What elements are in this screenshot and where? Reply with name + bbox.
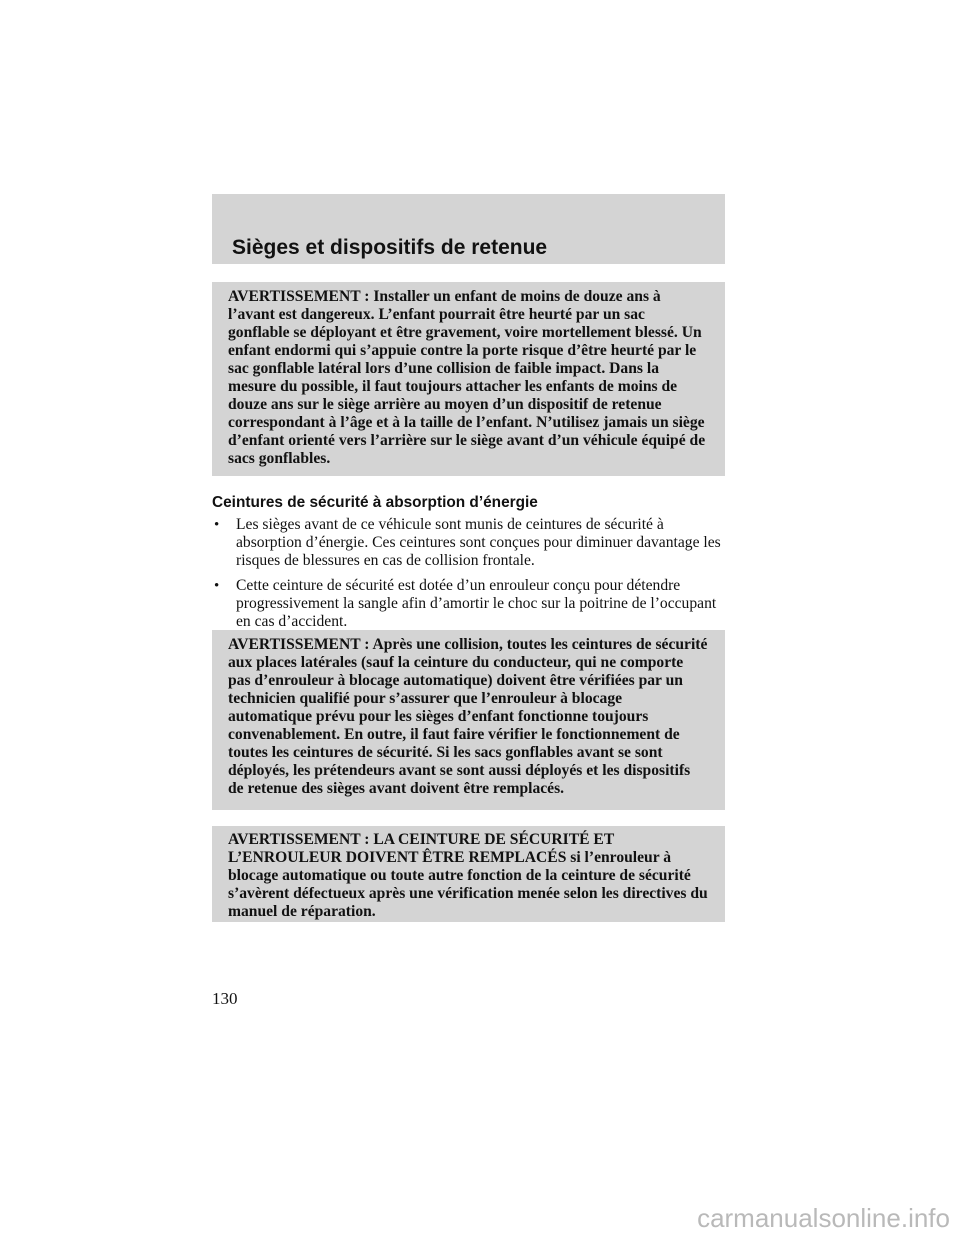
warning-box-child-seat <box>212 282 725 476</box>
bullet-text: Les sièges avant de ce véhicule sont munis de ceintures de sécurité à absorption d’énergie. Ces ceintures sont conçues pour diminuer davantage les risques de blessures en cas de collision frontale. <box>236 516 721 569</box>
section-heading: Ceintures de sécurité à absorption d’énergie <box>212 494 538 511</box>
bullet-icon: • <box>214 517 220 533</box>
list-item <box>212 577 732 631</box>
warning-text: AVERTISSEMENT : LA CEINTURE DE SÉCURITÉ ET L’ENROULEUR DOIVENT ÊTRE REMPLACÉS si l’enrouleur à blocage automatique ou toute autre fonction de la ceinture de sécurité s’avèrent défectueux après une vérification menée selon les directives du manuel de réparation. <box>228 831 708 920</box>
warning-box-post-collision <box>212 630 725 810</box>
bullet-list <box>212 516 732 638</box>
list-item <box>212 516 732 570</box>
warning-text: AVERTISSEMENT : Installer un enfant de moins de douze ans à l’avant est dangereux. L’enfant pourrait être heurté par un sac gonflable se déployant et être gravement, voire mortellement blessé. Un enfant endormi qui s’appuie contre la porte risque d’être heurté par le sac gonflable latéral lors d’une collision de faible impact. Dans la mesure du possible, il faut toujours attacher les enfants de moins de douze ans sur le siège arrière au moyen d’un dispositif de retenue correspondant à l’âge et à la taille de l’enfant. N’utilisez jamais un siège d’enfant orienté vers l’arrière sur le siège avant d’un véhicule équipé de sacs gonflables. <box>228 288 706 467</box>
warning-text: AVERTISSEMENT : Après une collision, toutes les ceintures de sécurité aux places latérales (sauf la ceinture du conducteur, qui ne comporte pas d’enrouleur à blocage automatique) doivent être vérifiées par un technicien qualifié pour s’assurer que l’enrouleur à blocage automatique prévu pour les sièges d’enfant fonctionne toujours convenablement. En outre, il faut faire vérifier le fonctionnement de toutes les ceintures de sécurité. Si les sacs gonflables avant se sont déployés, les prétendeurs avant se sont aussi déployés et les dispositifs de retenue des sièges avant doivent être remplacés. <box>228 636 708 797</box>
warning-box-replacement <box>212 826 725 922</box>
watermark: carmanualsonline.info <box>697 1203 950 1233</box>
section-header-band <box>212 194 725 264</box>
bullet-text: Cette ceinture de sécurité est dotée d’un enrouleur conçu pour détendre progressivement la sangle afin d’amortir le choc sur la poitrine de l’occupant en cas d’accident. <box>236 577 717 630</box>
page-title: Sièges et dispositifs de retenue <box>232 236 548 259</box>
bullet-icon: • <box>214 578 220 594</box>
page-number: 130 <box>212 989 238 1008</box>
